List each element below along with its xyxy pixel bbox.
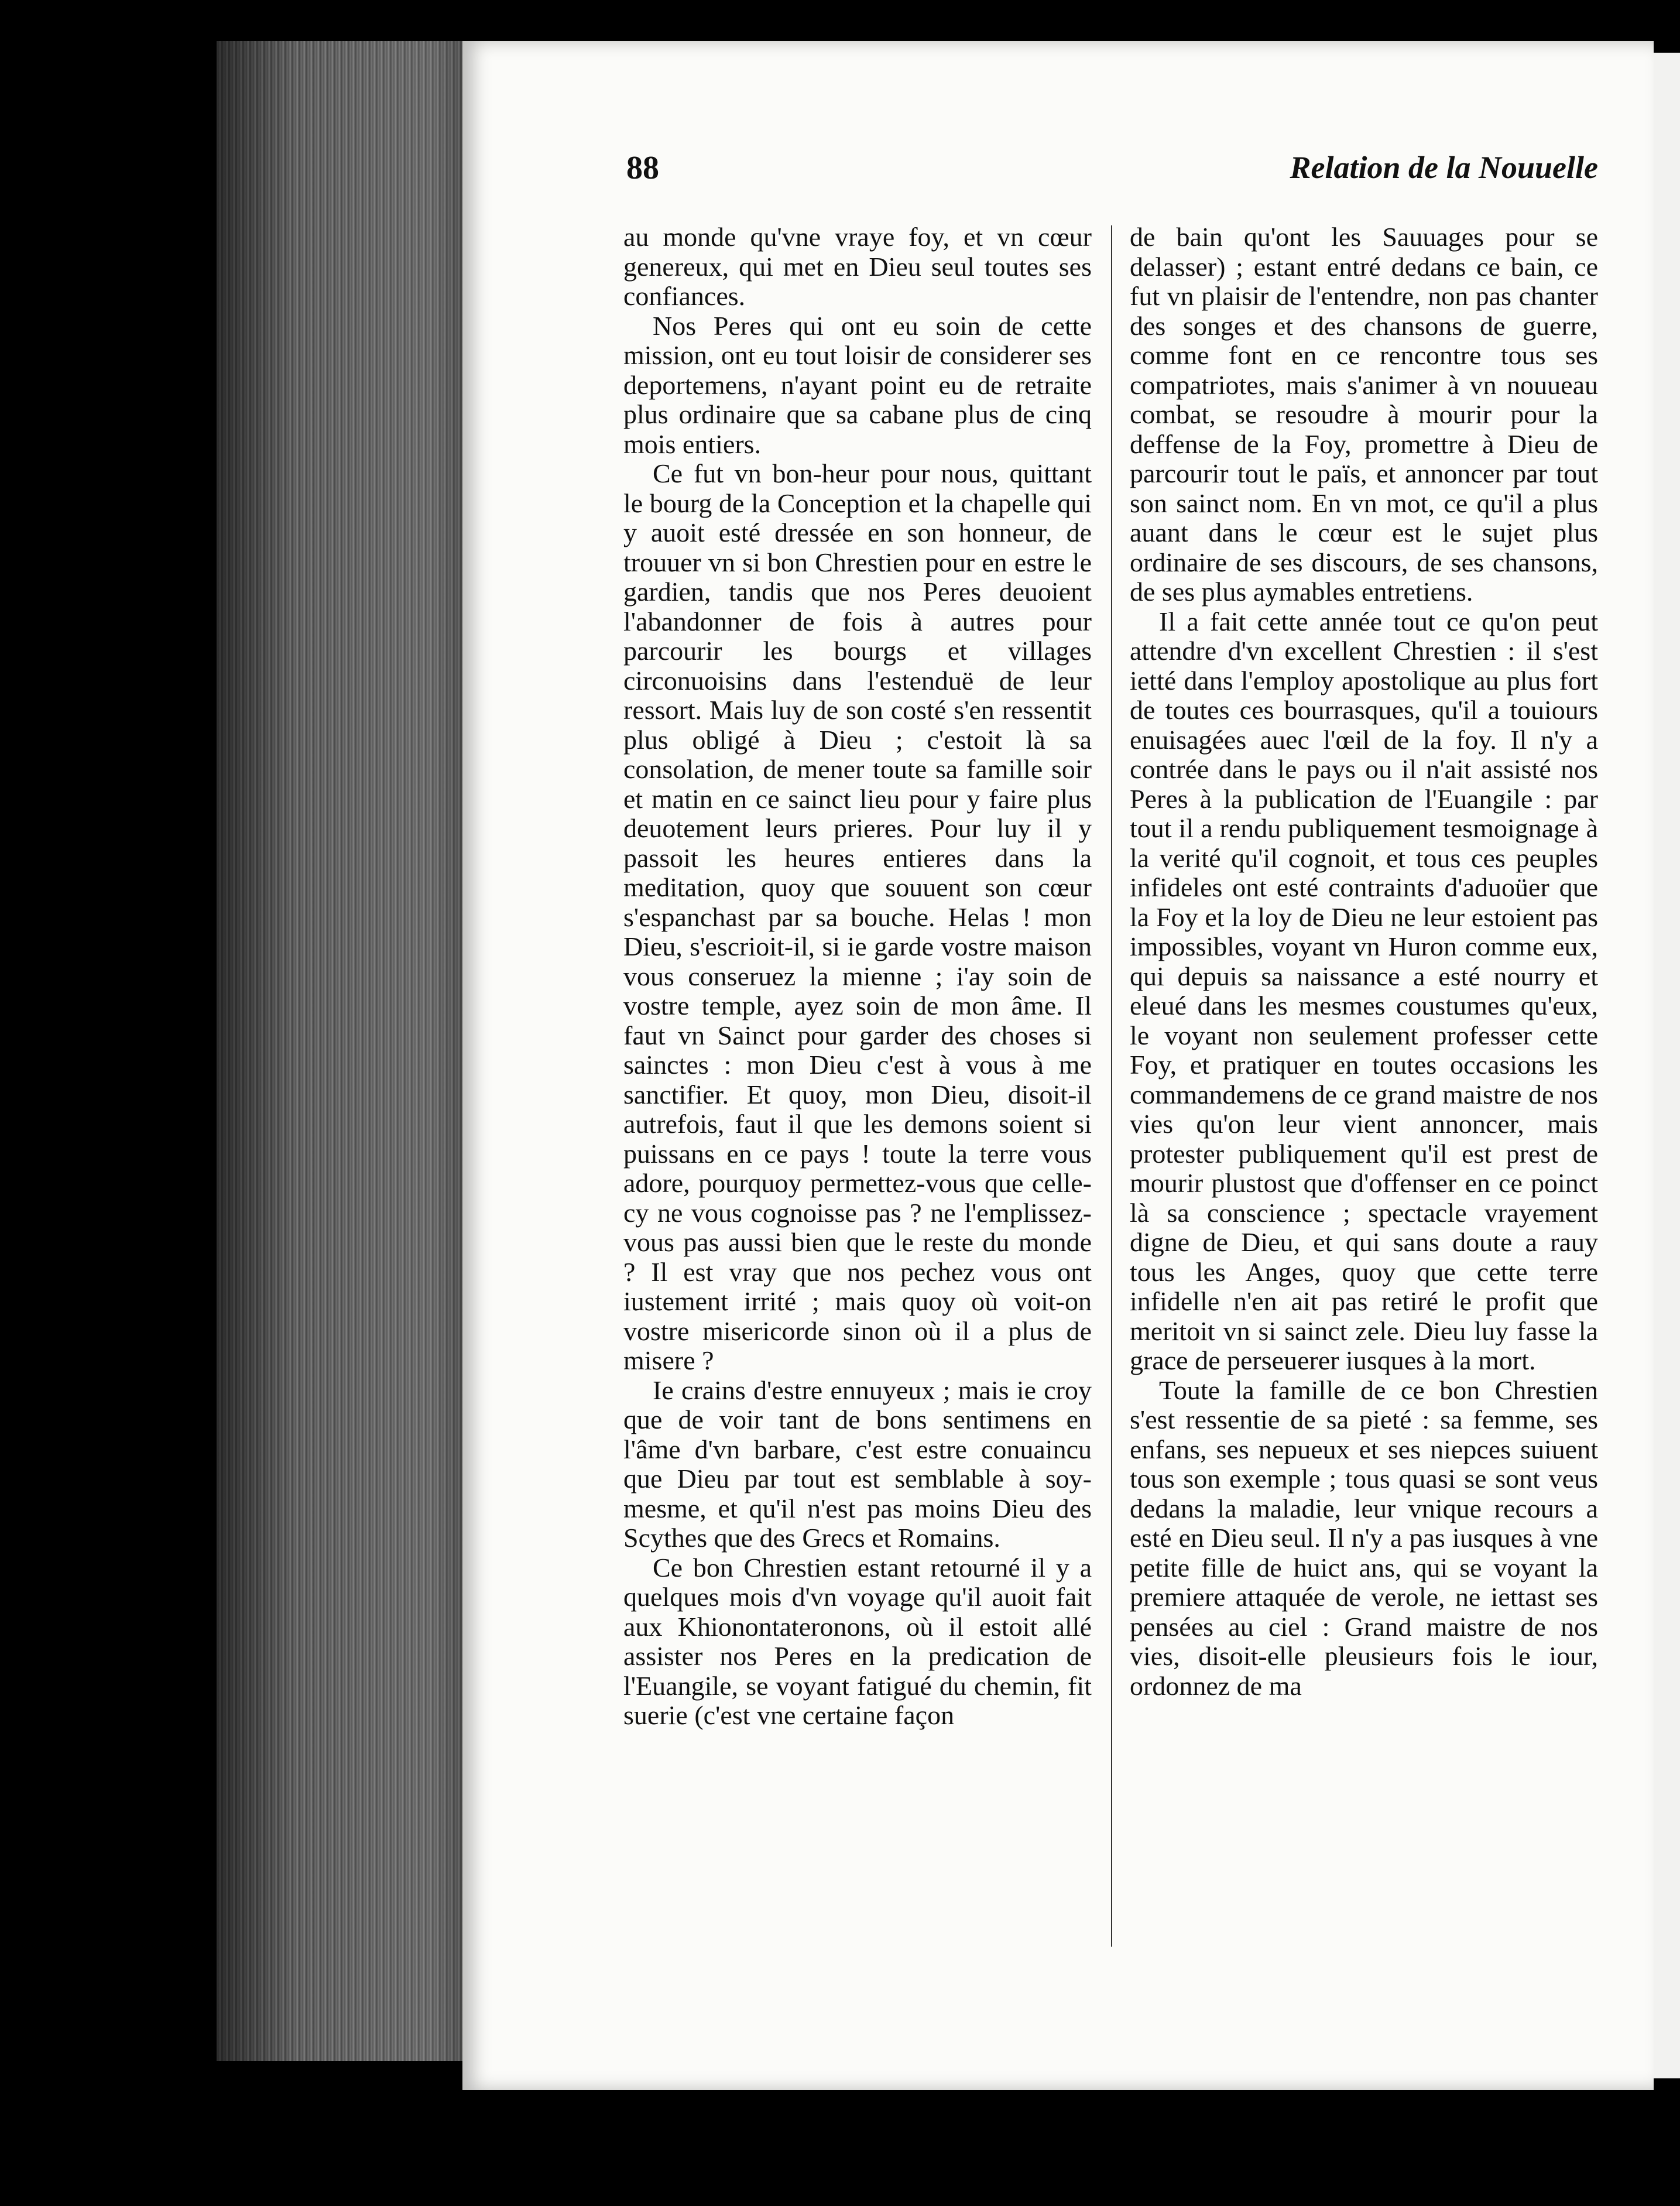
- paragraph: de bain qu'ont les Sauuages pour se delasser) ; estant entré dedans ce bain, ce fut vn plaisir de l'entendre, non pas chanter des songes et des chansons de guerre, comme font en ce rencontre tous ses compatriotes, mais s'animer à vn nouueau combat, se resoudre à mourir pour la deffense de la Foy, promettre à Dieu de parcourir tout le païs, et annoncer par tout son sainct nom. En vn mot, ce qu'il a plus auant dans le cœur est le sujet plus ordinaire de ses discours, de ses chansons, de ses plus aymables entretiens.: [1130, 222, 1598, 607]
- page-header: [626, 149, 1598, 202]
- left-text-column: [623, 222, 1092, 1731]
- paragraph: Ce bon Chrestien estant retourné il y a quelques mois d'vn voyage qu'il auoit fait aux Khionontateronons, où il estoit allé assister nos Peres en la predication de l'Euangile, se voyant fatigué du chemin, fit suerie (c'est vne certaine façon: [623, 1552, 1092, 1730]
- book-page-edges: [217, 41, 486, 2061]
- paragraph: Toute la famille de ce bon Chrestien s'est ressentie de sa pieté : sa femme, ses enfans, ses nepueux et ses niepces suiuent tous son exemple ; tous quasi se sont veus dedans la maladie, leur vnique recours a esté en Dieu seul. Il n'y a pas iusques à vne petite fille de huict ans, qui se voyant la premiere attaquée de verole, ne iettast ses pensées au ciel : Grand maistre de nos vies, disoit-elle pleusieurs fois le iour, ordonnez de ma: [1130, 1375, 1598, 1701]
- running-head: Relation de la Nouuelle: [1290, 150, 1598, 185]
- paragraph: au monde qu'vne vraye foy, et vn cœur genereux, qui met en Dieu seul toutes ses confiances.: [623, 222, 1092, 311]
- paragraph: Ie crains d'estre ennuyeux ; mais ie croy que de voir tant de bons sentimens en l'âme d'vn barbare, c'est estre conuaincu que Dieu par tout est semblable à soy-mesme, et qu'il n'est pas moins Dieu des Scythes que des Grecs et Romains.: [623, 1375, 1092, 1553]
- page-number: 88: [626, 150, 659, 186]
- book-page: [462, 41, 1654, 2090]
- column-divider: [1111, 225, 1112, 1947]
- paragraph: Ce fut vn bon-heur pour nous, quittant le bourg de la Conception et la chapelle qui y auoit esté dressée en son honneur, de trouuer vn si bon Chrestien pour en estre le gardien, tandis que nos Peres deuoient l'abandonner de fois à autres pour parcourir les bourgs et villages circonuoisins dans l'estenduë de leur ressort. Mais luy de son costé s'en ressentit plus obligé à Dieu ; c'estoit là sa consolation, de mener toute sa famille soir et matin en ce sainct lieu pour y faire plus deuotement leurs prieres. Pour luy il y passoit les heures entieres dans la meditation, quoy que souuent son cœur s'espanchast par sa bouche. Helas ! mon Dieu, s'escrioit-il, si ie garde vostre maison vous conseruez la mienne ; i'ay soin de vostre temple, ayez soin de mon âme. Il faut vn Sainct pour garder des choses si sainctes : mon Dieu c'est à vous à me sanctifier. Et quoy, mon Dieu, disoit-il autrefois, faut il que les demons soient si puissans en ce pays ! toute la terre vous adore, pourquoy permettez-vous que celle-cy ne vous cognoisse pas ? ne l'emplissez-vous pas aussi bien que le reste du monde ? Il est vray que nos pechez vous ont iustement irrité ; mais quoy où voit-on vostre misericorde sinon où il a plus de misere ?: [623, 458, 1092, 1375]
- paragraph: Nos Peres qui ont eu soin de cette mission, ont eu tout loisir de considerer ses deportemens, n'ayant point eu de retraite plus ordinaire que sa cabane plus de cinq mois entiers.: [623, 310, 1092, 459]
- paragraph: Il a fait cette année tout ce qu'on peut attendre d'vn excellent Chrestien : il s'est ietté dans l'employ apostolique au plus fort de toutes ces bourrasques, qu'il a touiours enuisagées auec l'œil de la foy. Il n'y a contrée dans le pays ou il n'ait assisté nos Peres à la publication de l'Euangile : par tout il a rendu publiquement tesmoignage à la verité qu'il cognoit, et tous ces peuples infideles ont esté contraints d'aduoüer que la Foy et la loy de Dieu ne leur estoient pas impossibles, voyant vn Huron comme eux, qui depuis sa naissance a esté nourry et eleué dans les mesmes coustumes qu'eux, le voyant non seulement professer cette Foy, et pratiquer en toutes occasions les commandemens de ce grand maistre de nos vies qu'on leur vient annoncer, mais protester publiquement qu'il est prest de mourir plustost que d'offenser en ce poinct là sa conscience ; spectacle vrayement digne de Dieu, et qui sans doute a rauy tous les Anges, quoy que cette terre infidelle n'en ait pas retiré le profit que meritoit vn si sainct zele. Dieu luy fasse la grace de perseuerer iusques à la mort.: [1130, 606, 1598, 1375]
- right-text-column: [1130, 222, 1598, 1701]
- facing-page-edge: [1654, 53, 1680, 2078]
